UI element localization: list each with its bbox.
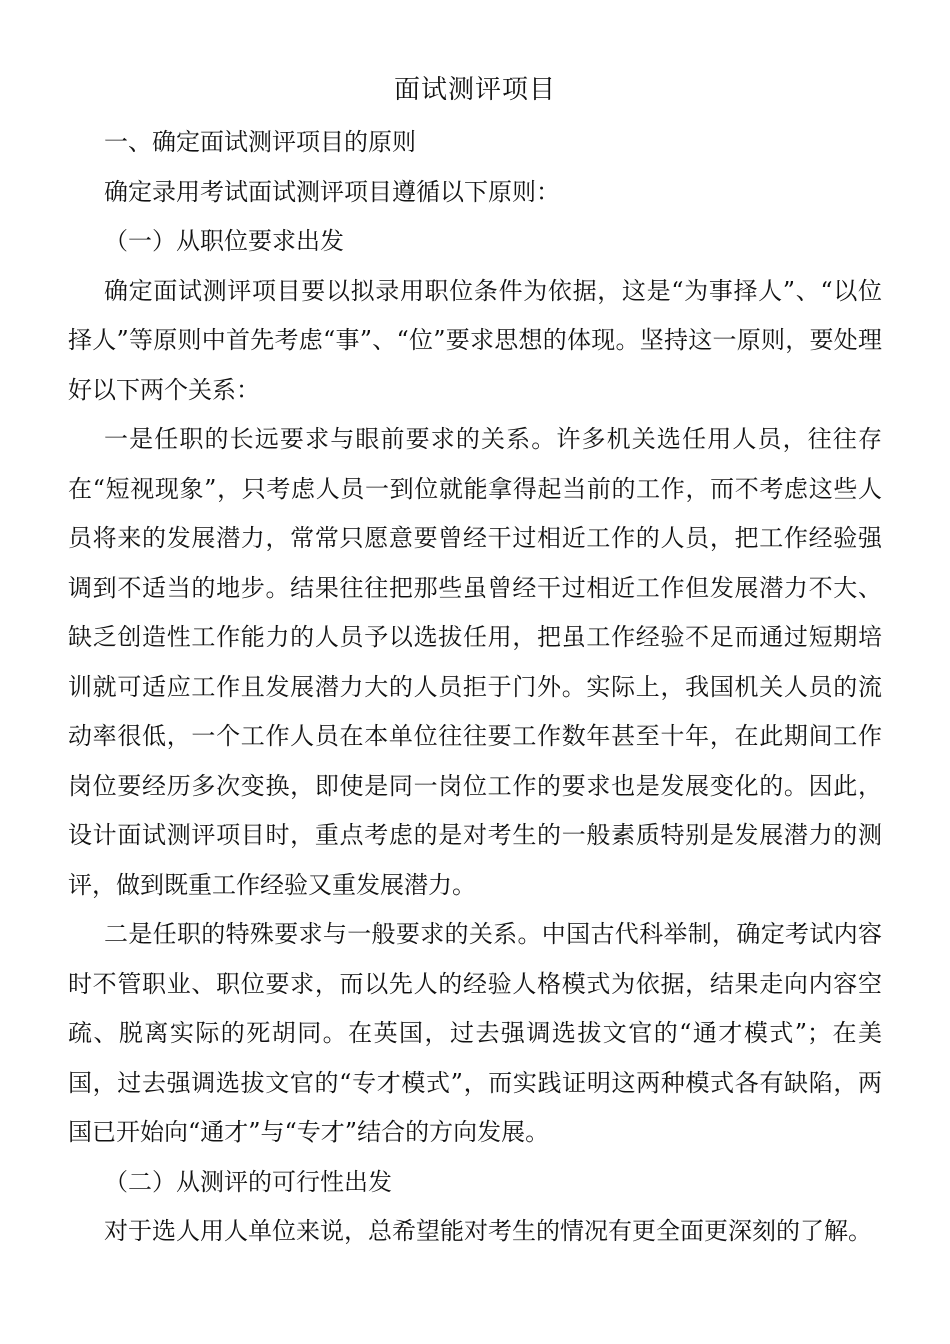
paragraph: 确定录用考试面试测评项目遵循以下原则： — [104, 177, 560, 206]
section-heading: 一、确定面试测评项目的原则 — [104, 128, 416, 156]
paragraph: 对于选人用人单位来说，总希望能对考生的情况有更全面更深刻的了解。 — [104, 1217, 872, 1245]
subsection-heading: （一）从职位要求出发 — [104, 227, 344, 255]
paragraph: 确定面试测评项目要以拟录用职位条件为依据，这是“为事择人”、“以位择人”等原则中首先考虑“事”、“位”要求思想的体现。坚持这一原则，要处理好以下两个关系： — [68, 276, 882, 404]
paragraph: 一是任职的长远要求与眼前要求的关系。许多机关选任用人员，往往存在“短视现象”，只考虑人员一到位就能拿得起当前的工作，而不考虑这些人员将来的发展潜力，常常只愿意要曾经干过相近工作的人员，把工作经验强调到不适当的地步。结果往往把那些虽曾经干过相近工作但发展潜力不大、缺乏创造性工作能力的人员予以选拔任用，把虽工作经验不足而通过短期培训就可适应工作且发展潜力大的人员拒于门外。实际上，我国机关人员的流动率很低，一个工作人员在本单位往往要工作数年甚至十年，在此期间工作岗位要经历多次变换，即使是同一岗位工作的要求也是发展变化的。因此，设计面试测评项目时，重点考虑的是对考生的一般素质特别是发展潜力的测评，做到既重工作经验又重发展潜力。 — [68, 425, 882, 899]
document-body — [68, 118, 882, 1257]
document-title: 面试测评项目 — [393, 75, 556, 105]
paragraph: 二是任职的特殊要求与一般要求的关系。中国古代科举制，确定考试内容时不管职业、职位要求，而以先人的经验人格模式为依据，结果走向内容空疏、脱离实际的死胡同。在英国，过去强调选拔文官的“通才模式”；在美国，过去强调选拔文官的“专才模式”，而实践证明这两种模式各有缺陷，两国已开始向“通才”与“专才”结合的方向发展。 — [68, 920, 882, 1146]
subsection-heading: （二）从测评的可行性出发 — [104, 1167, 392, 1196]
